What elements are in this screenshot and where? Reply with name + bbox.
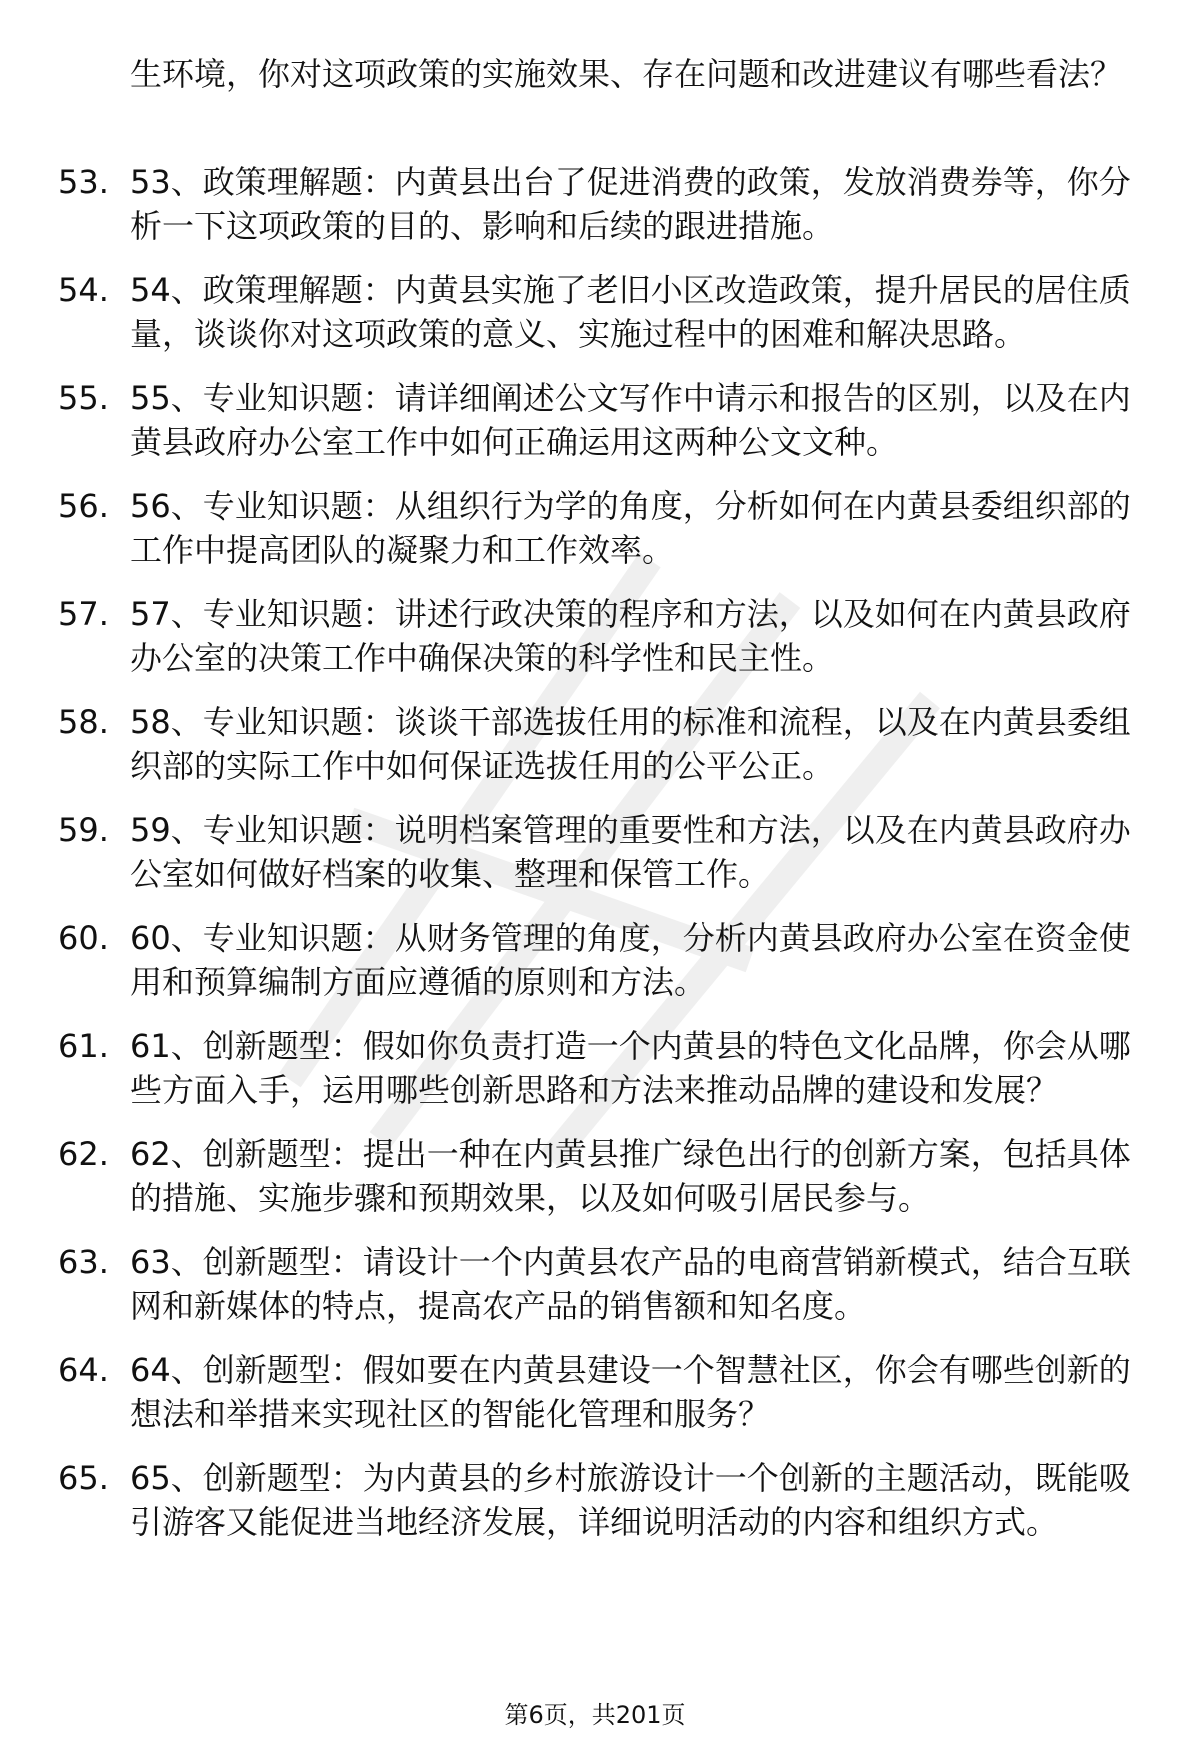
question-text: 56、专业知识题：从组织行为学的角度，分析如何在内黄县委组织部的工作中提高团队的凝聚力和工作效率。 [130, 487, 1131, 569]
question-text: 58、专业知识题：谈谈干部选拔任用的标准和流程，以及在内黄县委组织部的实际工作中如何保证选拔任用的公平公正。 [130, 703, 1131, 785]
question-item [0, 268, 1140, 356]
question-number: 53. [58, 163, 109, 201]
question-text: 65、创新题型：为内黄县的乡村旅游设计一个创新的主题活动，既能吸引游客又能促进当地经济发展，详细说明活动的内容和组织方式。 [130, 1459, 1131, 1541]
question-number: 57. [58, 595, 109, 633]
question-text: 53、政策理解题：内黄县出台了促进消费的政策，发放消费券等，你分析一下这项政策的目的、影响和后续的跟进措施。 [130, 163, 1131, 245]
question-text: 63、创新题型：请设计一个内黄县农产品的电商营销新模式，结合互联网和新媒体的特点，提高农产品的销售额和知名度。 [130, 1243, 1131, 1325]
question-number: 58. [58, 703, 109, 741]
question-item [0, 1132, 1140, 1220]
question-number: 62. [58, 1135, 109, 1173]
question-item [0, 916, 1140, 1004]
question-number: 59. [58, 811, 109, 849]
page-footer [0, 1700, 1190, 1730]
question-text: 59、专业知识题：说明档案管理的重要性和方法，以及在内黄县政府办公室如何做好档案的收集、整理和保管工作。 [130, 811, 1131, 893]
question-text: 62、创新题型：提出一种在内黄县推广绿色出行的创新方案，包括具体的措施、实施步骤和预期效果，以及如何吸引居民参与。 [130, 1135, 1131, 1217]
question-list [0, 160, 1190, 1564]
question-item [0, 1456, 1140, 1544]
question-item [0, 700, 1140, 788]
question-number: 54. [58, 271, 109, 309]
question-number: 56. [58, 487, 109, 525]
question-item [0, 1348, 1140, 1436]
question-text: 55、专业知识题：请详细阐述公文写作中请示和报告的区别，以及在内黄县政府办公室工作中如何正确运用这两种公文文种。 [130, 379, 1131, 461]
question-number: 65. [58, 1459, 109, 1497]
page-number-label: 第6页，共201页 [504, 1701, 686, 1729]
question-text: 60、专业知识题：从财务管理的角度，分析内黄县政府办公室在资金使用和预算编制方面应遵循的原则和方法。 [130, 919, 1131, 1001]
question-text: 57、专业知识题：讲述行政决策的程序和方法，以及如何在内黄县政府办公室的决策工作中确保决策的科学性和民主性。 [130, 595, 1131, 677]
question-text: 54、政策理解题：内黄县实施了老旧小区改造政策，提升居民的居住质量，谈谈你对这项政策的意义、实施过程中的困难和解决思路。 [130, 271, 1131, 353]
continuation-text: 生环境，你对这项政策的实施效果、存在问题和改进建议有哪些看法？ [130, 55, 1123, 93]
question-item [0, 160, 1140, 248]
question-item [0, 1024, 1140, 1112]
question-number: 55. [58, 379, 109, 417]
continuation-paragraph [130, 52, 1140, 96]
question-number: 63. [58, 1243, 109, 1281]
question-item [0, 1240, 1140, 1328]
question-text: 64、创新题型：假如要在内黄县建设一个智慧社区，你会有哪些创新的想法和举措来实现社区的智能化管理和服务？ [130, 1351, 1131, 1433]
question-number: 64. [58, 1351, 109, 1389]
question-item [0, 376, 1140, 464]
question-item [0, 808, 1140, 896]
question-text: 61、创新题型：假如你负责打造一个内黄县的特色文化品牌，你会从哪些方面入手，运用哪些创新思路和方法来推动品牌的建设和发展？ [130, 1027, 1131, 1109]
question-item [0, 592, 1140, 680]
question-number: 60. [58, 919, 109, 957]
question-number: 61. [58, 1027, 109, 1065]
question-item [0, 484, 1140, 572]
